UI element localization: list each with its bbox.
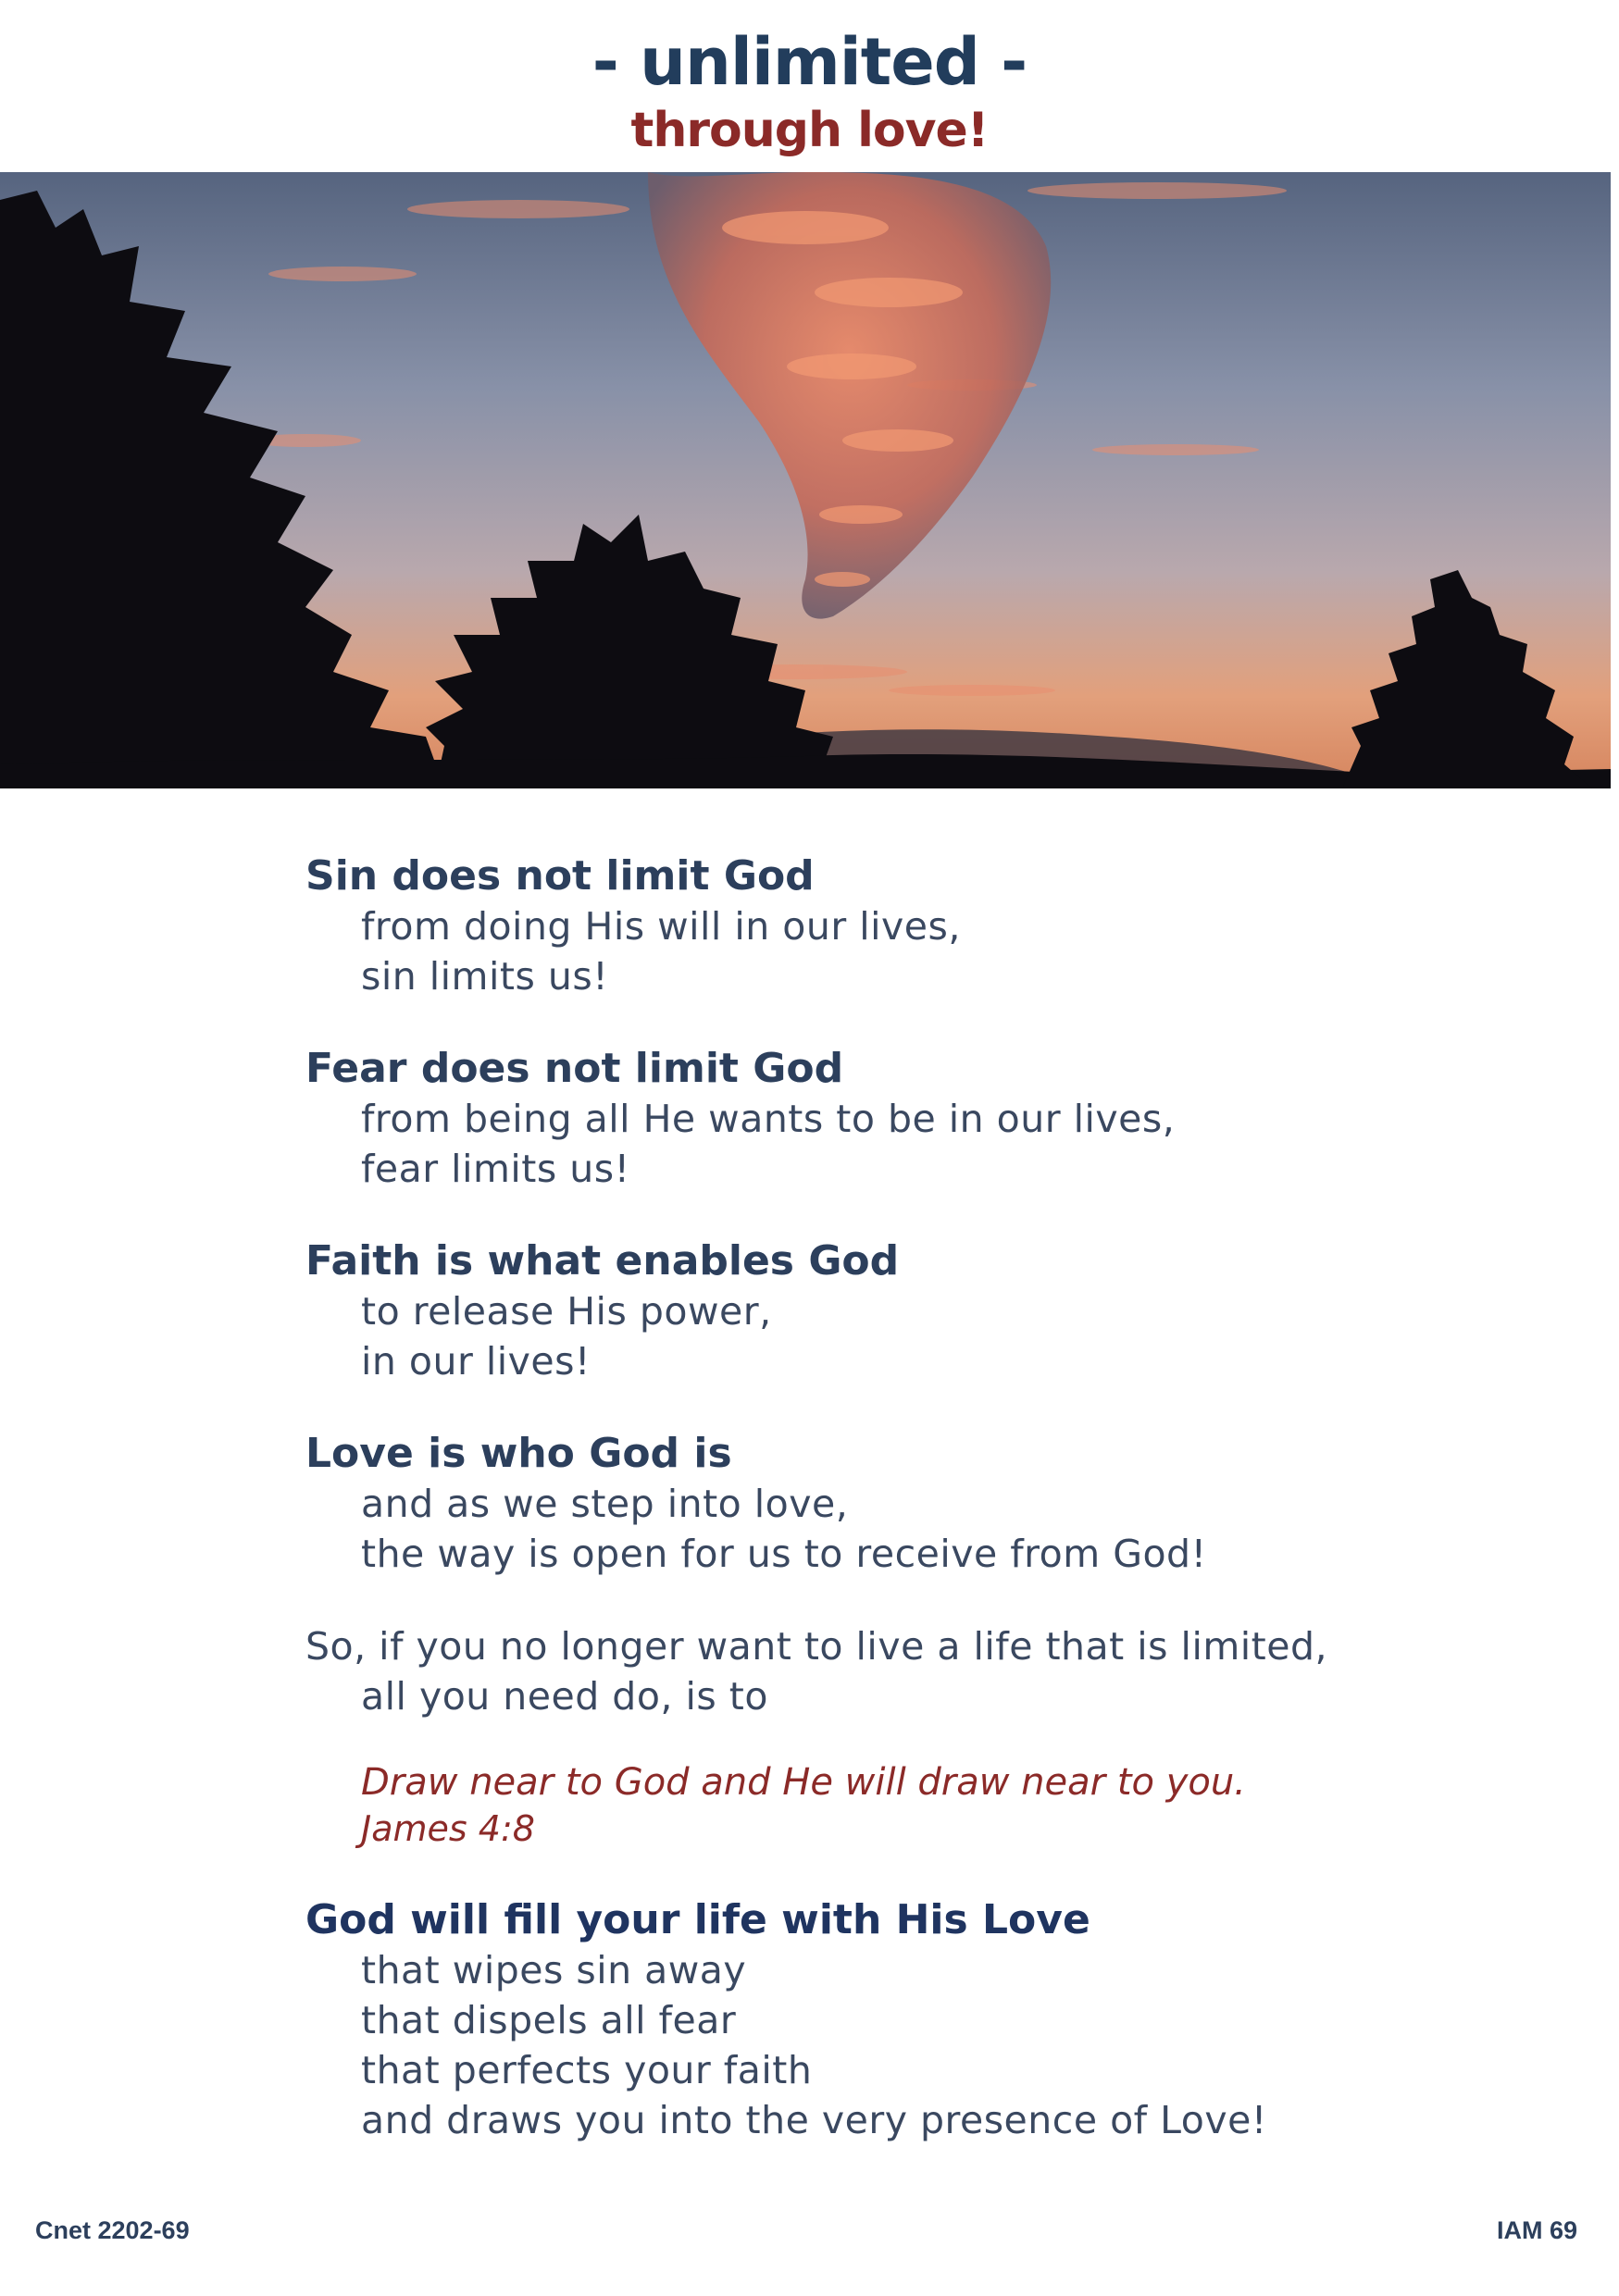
stanza-love [305, 1429, 1416, 1579]
stanza-line: So, if you no longer want to live a life that is limited, [305, 1624, 1328, 1669]
page-subtitle: through love! [630, 103, 989, 158]
page-title: - unlimited - [592, 24, 1027, 100]
stanza-line: that perfects your faith [361, 2048, 813, 2092]
quote-reference: James 4:8 [361, 1808, 535, 1849]
sunset-photo [0, 172, 1611, 788]
scripture-quote [305, 1758, 1416, 1851]
stanza-fill [305, 1895, 1416, 2145]
stanza-line: all you need do, is to [361, 1674, 768, 1719]
stanza-fear [305, 1044, 1416, 1194]
stanza-line: and as we step into love, [361, 1482, 849, 1526]
stanza-line: the way is open for us to receive from God! [361, 1532, 1207, 1576]
stanza-line: that dispels all fear [361, 1998, 737, 2042]
stanza-heading: Faith is what enables God [305, 1237, 900, 1285]
stanza-line: sin limits us! [361, 954, 609, 999]
stanza-line: in our lives! [361, 1339, 591, 1384]
stanza-line: to release His power, [361, 1289, 772, 1334]
footer-code-right: IAM 69 [1496, 2216, 1577, 2244]
stanza-heading: Love is who God is [305, 1430, 732, 1477]
footer-code-left: Cnet 2202-69 [35, 2216, 190, 2244]
stanza-sin [305, 851, 1416, 1001]
stanza-line: from being all He wants to be in our lives, [361, 1097, 1176, 1141]
stanza-heading: God will fill your life with His Love [305, 1896, 1090, 1943]
stanza-so [305, 1621, 1416, 1721]
stanza-line: that wipes sin away [361, 1948, 747, 1992]
stanza-faith [305, 1236, 1416, 1386]
quote-text: Draw near to God and He will draw near to you. [361, 1761, 1246, 1804]
poem [305, 851, 1416, 2188]
stanza-line: and draws you into the very presence of Love! [361, 2098, 1267, 2142]
stanza-heading: Sin does not limit God [305, 852, 815, 900]
stanza-line: from doing His will in our lives, [361, 904, 961, 949]
stanza-line: fear limits us! [361, 1147, 630, 1191]
sunset-sky-illustration [0, 172, 1611, 788]
stanza-heading: Fear does not limit God [305, 1045, 844, 1092]
